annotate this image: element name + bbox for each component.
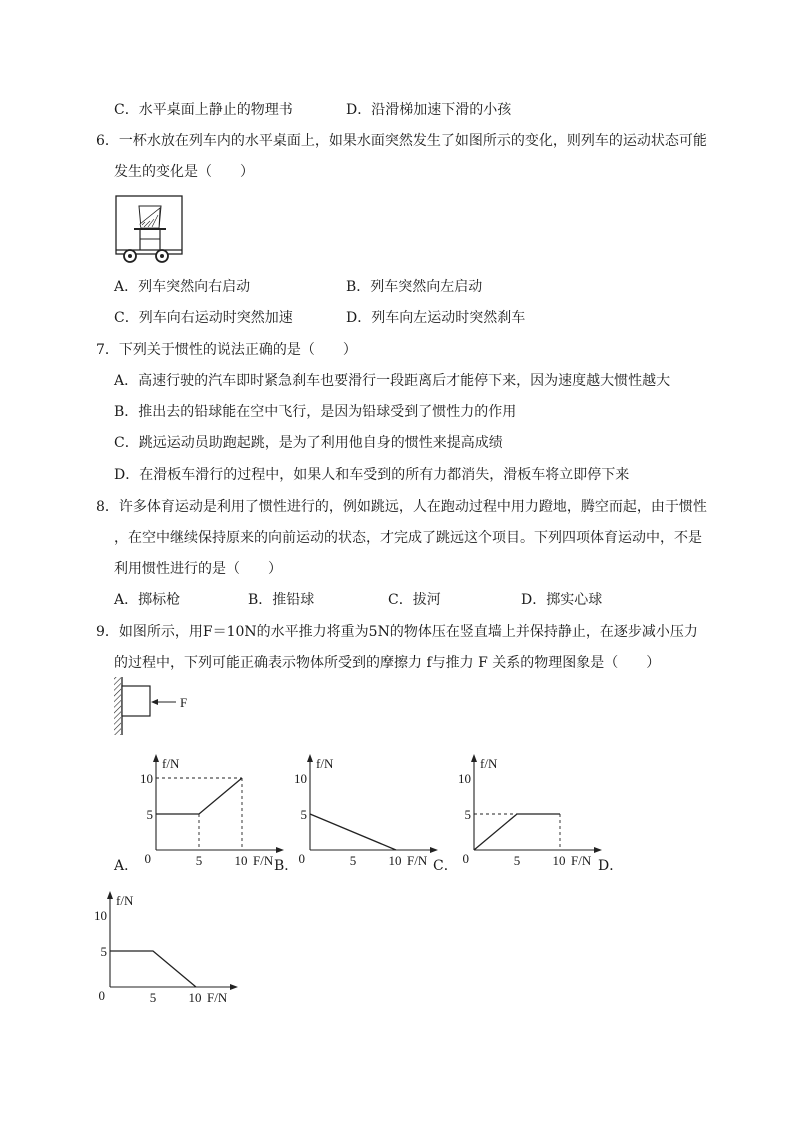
q8-option-b: B．推铅球 — [248, 592, 315, 608]
x-axis-arrow-icon — [276, 847, 284, 853]
graph-a-label: A． — [114, 858, 139, 874]
train-cup-figure — [114, 194, 186, 266]
graph-option-b — [292, 748, 442, 870]
y-axis-arrow-icon — [153, 754, 159, 762]
origin-label: 0 — [462, 851, 469, 866]
q9-stem-line1: 9．如图所示，用F＝10N的水平推力将重为5N的物体压在竖直墙上并保持静止，在逐步减小压力 — [96, 624, 698, 640]
graph-option-d — [92, 885, 242, 1007]
x-axis-label: F/N — [407, 853, 428, 868]
origin-label: 0 — [144, 851, 151, 866]
y-axis-label: f/N — [116, 893, 134, 908]
q8-option-d: D．掷实心球 — [521, 592, 603, 608]
q9-stem-line2: 的过程中，下列可能正确表示物体所受到的摩擦力 f与推力 F 关系的物理图象是（ ） — [114, 655, 661, 671]
y-tick-10: 10 — [294, 771, 307, 786]
y-tick-10: 10 — [140, 771, 153, 786]
y-tick-5: 5 — [146, 807, 153, 822]
x-axis-arrow-icon — [230, 984, 238, 990]
x-axis-label: F/N — [571, 853, 592, 868]
series-line — [310, 814, 396, 850]
graph-option-a — [138, 748, 288, 870]
q7-option-d: D．在滑板车滑行的过程中，如果人和车受到的所有力都消失，滑板车将立即停下来 — [114, 467, 630, 483]
x-tick-10: 10 — [552, 853, 566, 868]
force-arrow-icon — [151, 699, 158, 705]
graph-option-c — [456, 748, 606, 870]
q8-stem-line2: ，在空中继续保持原来的向前运动的状态，才完成了跳远这个项目。下列四项体育运动中，不是 — [114, 530, 702, 546]
graph-d-label: D． — [598, 858, 624, 874]
q7-stem: 7．下列关于惯性的说法正确的是（ ） — [96, 342, 357, 358]
q7-option-a: A．高速行驶的汽车即时紧急刹车也要滑行一段距离后才能停下来，因为速度越大惯性越大 — [114, 373, 671, 389]
q7-option-c: C．跳远运动员助跑起跳，是为了利用他自身的惯性来提高成绩 — [114, 435, 503, 451]
block — [122, 686, 150, 716]
x-tick-5: 5 — [195, 853, 203, 868]
q6-option-d: D．列车向左运动时突然刹车 — [346, 310, 526, 326]
series-line — [110, 951, 196, 987]
q6-option-c: C．列车向右运动时突然加速 — [114, 310, 293, 326]
y-tick-10: 10 — [94, 908, 107, 923]
q5-option-d: D．沿滑梯加速下滑的小孩 — [346, 102, 512, 118]
series-line — [474, 814, 560, 850]
y-axis-label: f/N — [162, 756, 180, 771]
q8-option-c: C．拔河 — [388, 592, 441, 608]
origin-label: 0 — [98, 988, 105, 1003]
q5-option-c: C．水平桌面上静止的物理书 — [114, 102, 293, 118]
graph-c-label: C． — [433, 858, 458, 874]
x-axis-arrow-icon — [430, 847, 438, 853]
q6-stem-line2: 发生的变化是（ ） — [114, 164, 254, 180]
series-line — [156, 778, 242, 814]
q7-option-b: B．推出去的铅球能在空中飞行，是因为铅球受到了惯性力的作用 — [114, 404, 517, 420]
x-axis-arrow-icon — [594, 847, 602, 853]
y-tick-10: 10 — [458, 771, 471, 786]
q8-stem-line3: 利用惯性进行的是（ ） — [114, 561, 282, 577]
y-axis-arrow-icon — [307, 754, 313, 762]
y-tick-5: 5 — [464, 807, 471, 822]
x-tick-5: 5 — [513, 853, 521, 868]
x-tick-10: 10 — [188, 990, 202, 1005]
y-axis-arrow-icon — [471, 754, 477, 762]
x-tick-10: 10 — [234, 853, 248, 868]
wall-hatching — [114, 677, 121, 735]
origin-label: 0 — [298, 851, 305, 866]
x-axis-label: F/N — [207, 990, 228, 1005]
wall-block-figure — [112, 675, 202, 739]
y-tick-5: 5 — [300, 807, 307, 822]
q6-stem-line1: 6．一杯水放在列车内的水平桌面上，如果水面突然发生了如图所示的变化，则列车的运动状态可能 — [96, 133, 707, 149]
x-tick-5: 5 — [349, 853, 357, 868]
y-axis-label: f/N — [316, 756, 334, 771]
x-tick-10: 10 — [388, 853, 402, 868]
q8-option-a: A．掷标枪 — [114, 592, 181, 608]
force-label: F — [180, 695, 188, 710]
graph-b-label: B． — [274, 858, 299, 874]
y-tick-5: 5 — [100, 944, 107, 959]
x-tick-5: 5 — [149, 990, 157, 1005]
q6-option-a: A．列车突然向右启动 — [114, 279, 251, 295]
q8-stem-line1: 8．许多体育运动是利用了惯性进行的，例如跳远，人在跑动过程中用力蹬地，腾空而起，由于惯性 — [96, 499, 707, 515]
q6-option-b: B．列车突然向左启动 — [346, 279, 483, 295]
x-axis-label: F/N — [253, 853, 274, 868]
y-axis-label: f/N — [480, 756, 498, 771]
y-axis-arrow-icon — [107, 891, 113, 899]
